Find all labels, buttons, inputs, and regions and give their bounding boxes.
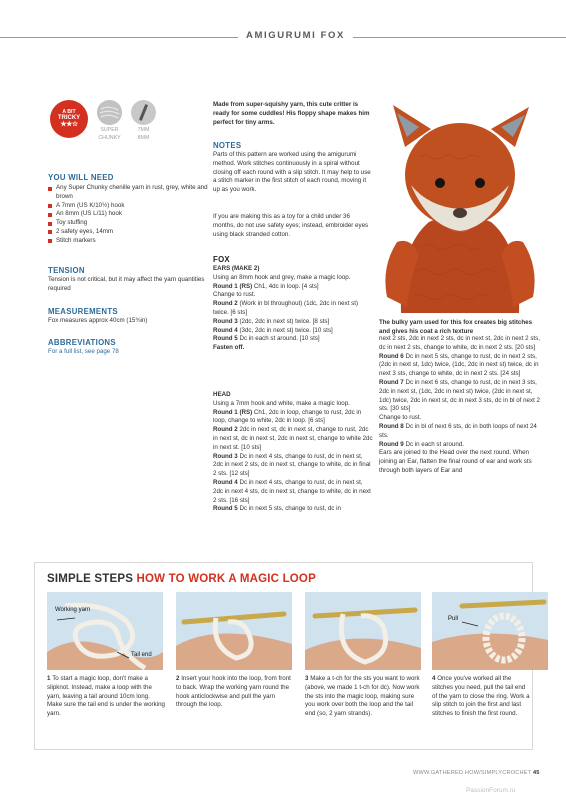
simple-steps-title	[47, 571, 316, 587]
ears-section	[213, 265, 373, 353]
pull-label: Pull	[448, 616, 459, 622]
head-round: Round 3 Dc in next 4 sts, change to rust, dc in next st, 2dc in next 2 sts, dc in next st, change to white, dc in final 2 sts. [12 sts]	[213, 452, 371, 478]
difficulty-line2: TRICKY	[57, 114, 81, 121]
ears-round: Round 4 (3dc, 2dc in next st) twice. [10 sts]	[213, 326, 333, 334]
tail-end-label: Tail end	[131, 652, 152, 658]
page-number: 45	[532, 770, 540, 776]
measurements-heading: MEASUREMENTS	[48, 307, 118, 316]
yarn-weight	[97, 100, 122, 141]
head-round: Round 4 Dc in next 4 sts, change to rust, dc in next st, 2dc in next 4 sts, dc in next st, change to white, dc in next 2 sts. [16 sts]	[213, 478, 371, 504]
ears-round: Round 3 (2dc, 2dc in next st) twice. [8 sts]	[213, 317, 330, 325]
watermark: PassionForum.ru	[466, 787, 516, 794]
head-intro: Using a 7mm hook and white, make a magic loop.	[213, 399, 350, 407]
difficulty-line1: A BIT	[62, 108, 76, 115]
step-1-text: 1 To start a magic loop, don't make a slipknot. Instead, make a loop with the yarn, leaving a tail around 10cm long. Make sure the tail end is under the working yarn.	[47, 675, 165, 718]
difficulty-badge	[50, 100, 88, 138]
list-item: Stitch markers	[48, 237, 208, 246]
head-round: Round 8 Dc in bl of next 6 sts, dc in both loops of next 24 sts.	[379, 422, 537, 439]
magic-loop-title: HOW TO WORK A MAGIC LOOP	[136, 573, 316, 585]
head-round: Round 5 Dc in next 5 sts, change to rust, dc in	[213, 505, 341, 513]
ears-fasten-off: Fasten off.	[213, 344, 245, 352]
you-will-need-heading: YOU WILL NEED	[48, 173, 114, 182]
step-2-text: 2 Insert your hook into the loop, from front to back. Wrap the working yarn round the hook anticlockwise and pull the yarn through the loop.	[176, 675, 291, 709]
list-item: 2 safety eyes, 14mm	[48, 228, 208, 237]
head-heading: HEAD	[213, 391, 231, 398]
list-item: A 7mm (US K/10½) hook	[48, 202, 208, 211]
notes-heading: NOTES	[213, 141, 242, 150]
step-3-text: 3 Make a t-ch for the sts you want to work (above, we made 1 t-ch for dc). Now work the sts into the magic loop, making sure you work over both the loop and the tail end (so, 2 yarn strands).	[305, 675, 420, 718]
notes-paragraph-1: Parts of this pattern are worked using the amigurumi method. Work stitches continuously in a spiral without closing off each round with a slip stitch. It may help to use a stitch marker in the first stitch of each round, moving it up as you work.	[213, 151, 371, 194]
tension-heading: TENSION	[48, 266, 85, 275]
ears-join-text: Ears are joined to the Head over the next round. When joining an Ear, flatten the final round of ear and work sts through both layers of Ear and	[379, 449, 532, 474]
ears-intro: Using an 8mm hook and grey, make a magic loop.	[213, 273, 351, 281]
step-3-photo	[305, 592, 421, 670]
intro-text: Made from super-squishy yarn, this cute critter is ready for some cuddles! His floppy shape makes him perfect for tiny arms.	[213, 101, 370, 126]
footer	[413, 770, 540, 778]
notes-paragraph-2: If you are making this as a toy for a child under 36 months, do not use safety eyes; instead, embroider eyes using black stranded cotton.	[213, 213, 369, 238]
difficulty-stars: ★★☆	[60, 120, 78, 128]
hook-label-2: 8MM	[137, 135, 150, 142]
head-round: Round 1 (RS) Ch1, 2dc in loop, change to rust, 2dc in loop, change to white, 2dc in loop. [6 sts]	[213, 408, 362, 425]
hook-label-1: 7MM	[137, 127, 150, 133]
footer-url[interactable]: WWW.GATHERED.HOW/SIMPLYCROCHET	[413, 770, 532, 776]
yarn-label-2: CHUNKY	[98, 135, 121, 142]
yarn-ball-icon	[97, 100, 122, 125]
ears-round: Change to rust.	[213, 291, 256, 299]
head-round: Round 9 Dc in each st around.	[379, 440, 464, 448]
head-round: Change to rust.	[379, 414, 422, 422]
step-2-photo	[176, 592, 292, 670]
abbreviations-heading: ABBREVIATIONS	[48, 338, 116, 347]
ears-round: Round 1 (RS) Ch1, 4dc in loop. [4 sts]	[213, 282, 319, 290]
head-round: Round 2 2dc in next st, dc in next st, change to rust, 2dc in next st, dc in next st, 2dc in next st, change to white 2dc in next st. [10 sts]	[213, 426, 373, 451]
materials-list	[48, 184, 208, 246]
step-1-photo	[47, 592, 163, 670]
head-round: Round 6 Dc in next 5 sts, change to rust, dc in next 2 sts, (2dc in next st, 1dc) twice, (1dc, 2dc in next st) twice, dc in next 3 sts, change to white, dc in next 2 sts. [24 sts]	[379, 352, 539, 378]
ears-round: Round 5 Dc in each st around. [10 sts]	[213, 335, 320, 343]
step-4-text: 4 Once you've worked all the stitches you need, pull the tail end of the yarn to close the ring. Work a slip stitch to join the first and last stitches to finish the first round.	[432, 675, 530, 718]
measurements-text: Fox measures approx 40cm (15¾in)	[48, 317, 148, 324]
abbreviations-link[interactable]: For a full list, see page 78	[48, 348, 119, 355]
fox-heading: FOX	[213, 255, 230, 264]
ears-round: Round 2 (Work in bl throughout) (1dc, 2dc in next st) twice. [6 sts]	[213, 300, 359, 316]
list-item: An 8mm (US L/11) hook	[48, 210, 208, 219]
step-4-photo	[432, 592, 548, 670]
list-item: Any Super Chunky chenille yarn in rust, grey, white and brown	[48, 184, 208, 202]
tension-text: Tension is not critical, but it may affect the yarn quantities required	[48, 276, 205, 292]
yarn-label-1: SUPER	[100, 127, 119, 133]
continued-text: next 2 sts, 2dc in next 2 sts, dc in next st, 2dc in next 2 sts, dc in next 2 sts, change to white, dc in next 2 sts. [20 sts]	[379, 335, 540, 351]
simple-steps-label: SIMPLE STEPS	[47, 573, 134, 585]
difficulty-badge-row	[50, 100, 156, 141]
page-title: AMIGURUMI FOX	[238, 29, 353, 42]
head-continued	[379, 335, 541, 476]
crochet-hook-icon	[131, 100, 156, 125]
fox-photo	[379, 97, 541, 313]
list-item: Toy stuffing	[48, 219, 208, 228]
head-round: Round 7 Dc in next 6 sts, change to rust, dc in next 3 sts, 2dc in next st, (1dc, 2dc in next st) twice, (2dc in next st, 1dc) twice, 2dc in next st, dc in next 3 sts, dc in bl of next 2 sts. [30 sts]	[379, 378, 540, 413]
working-yarn-label: Working yarn	[55, 607, 91, 613]
head-section	[213, 391, 373, 514]
ears-heading: EARS (MAKE 2)	[213, 265, 260, 272]
photo-caption: The bulky yarn used for this fox creates big stitches and gives his coat a rich texture	[379, 319, 533, 335]
hook-size	[131, 100, 156, 141]
